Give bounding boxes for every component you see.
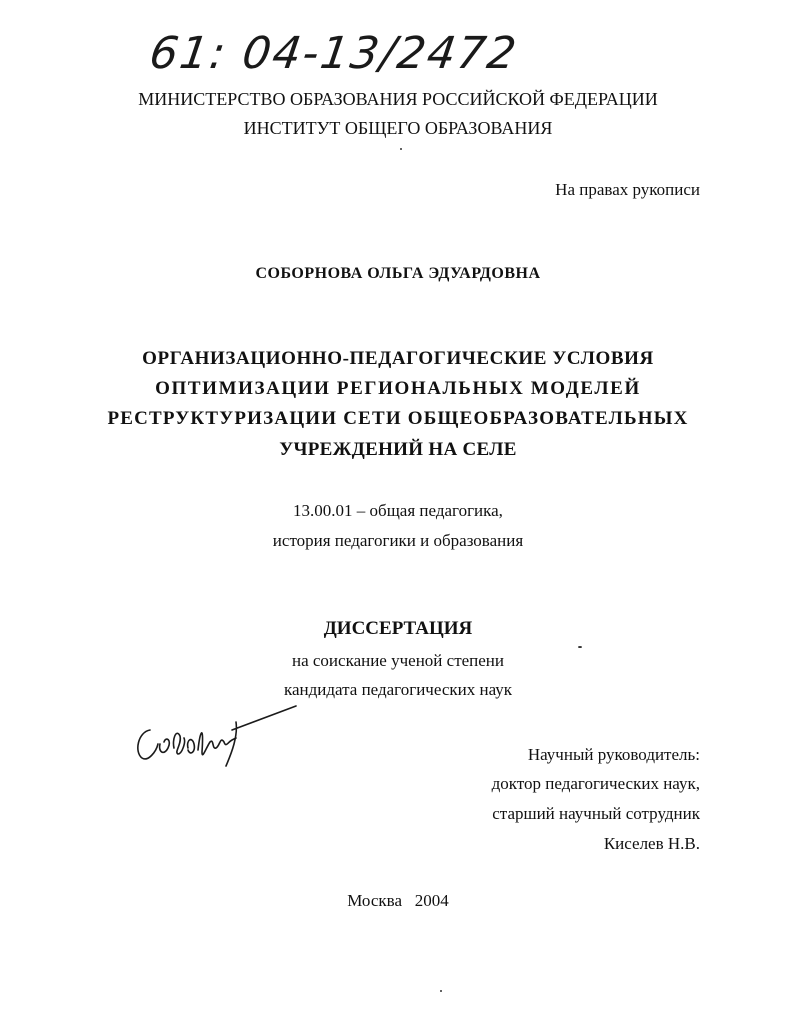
title-line-4: УЧРЕЖДЕНИЙ НА СЕЛЕ [279, 439, 517, 460]
supervisor-heading: Научный руководитель: [527, 745, 700, 764]
document-type: ДИССЕРТАЦИЯ [323, 618, 473, 639]
supervisor-position: старший научный сотрудник [492, 804, 700, 823]
author-name: СОБОРНОВА ОЛЬГА ЭДУАРДОВНА [255, 265, 541, 282]
scan-speck [440, 990, 442, 992]
degree-sought-line-1: на соискание ученой степени [291, 651, 505, 670]
supervisor-name: Киселев Н.В. [603, 834, 700, 853]
title-line-2: ОПТИМИЗАЦИИ РЕГИОНАЛЬНЫХ МОДЕЛЕЙ [155, 378, 641, 399]
title-line-1: ОРГАНИЗАЦИОННО-ПЕДАГОГИЧЕСКИЕ УСЛОВИЯ [142, 348, 654, 369]
scan-speck [578, 646, 582, 648]
author-signature [128, 692, 303, 772]
degree-sought-line-2: кандидата педагогических наук [283, 680, 513, 699]
ministry-header: МИНИСТЕРСТВО ОБРАЗОВАНИЯ РОССИЙСКОЙ ФЕДЕРАЦИИ [138, 89, 658, 109]
title-line-3: РЕСТРУКТУРИЗАЦИИ СЕТИ ОБЩЕОБРАЗОВАТЕЛЬНЫХ [107, 408, 689, 429]
manuscript-note: На правах рукописи [555, 180, 700, 199]
scan-speck [400, 148, 402, 150]
specialty-code: 13.00.01 – общая педагогика, [293, 501, 503, 520]
handwritten-archive-number: 61: 04-13/2472 [146, 28, 522, 79]
supervisor-degree: доктор педагогических наук, [491, 774, 700, 793]
place-and-year: Москва 2004 [347, 891, 449, 910]
specialty-name: история педагогики и образования [272, 531, 524, 550]
institute-header: ИНСТИТУТ ОБЩЕГО ОБРАЗОВАНИЯ [243, 118, 553, 138]
